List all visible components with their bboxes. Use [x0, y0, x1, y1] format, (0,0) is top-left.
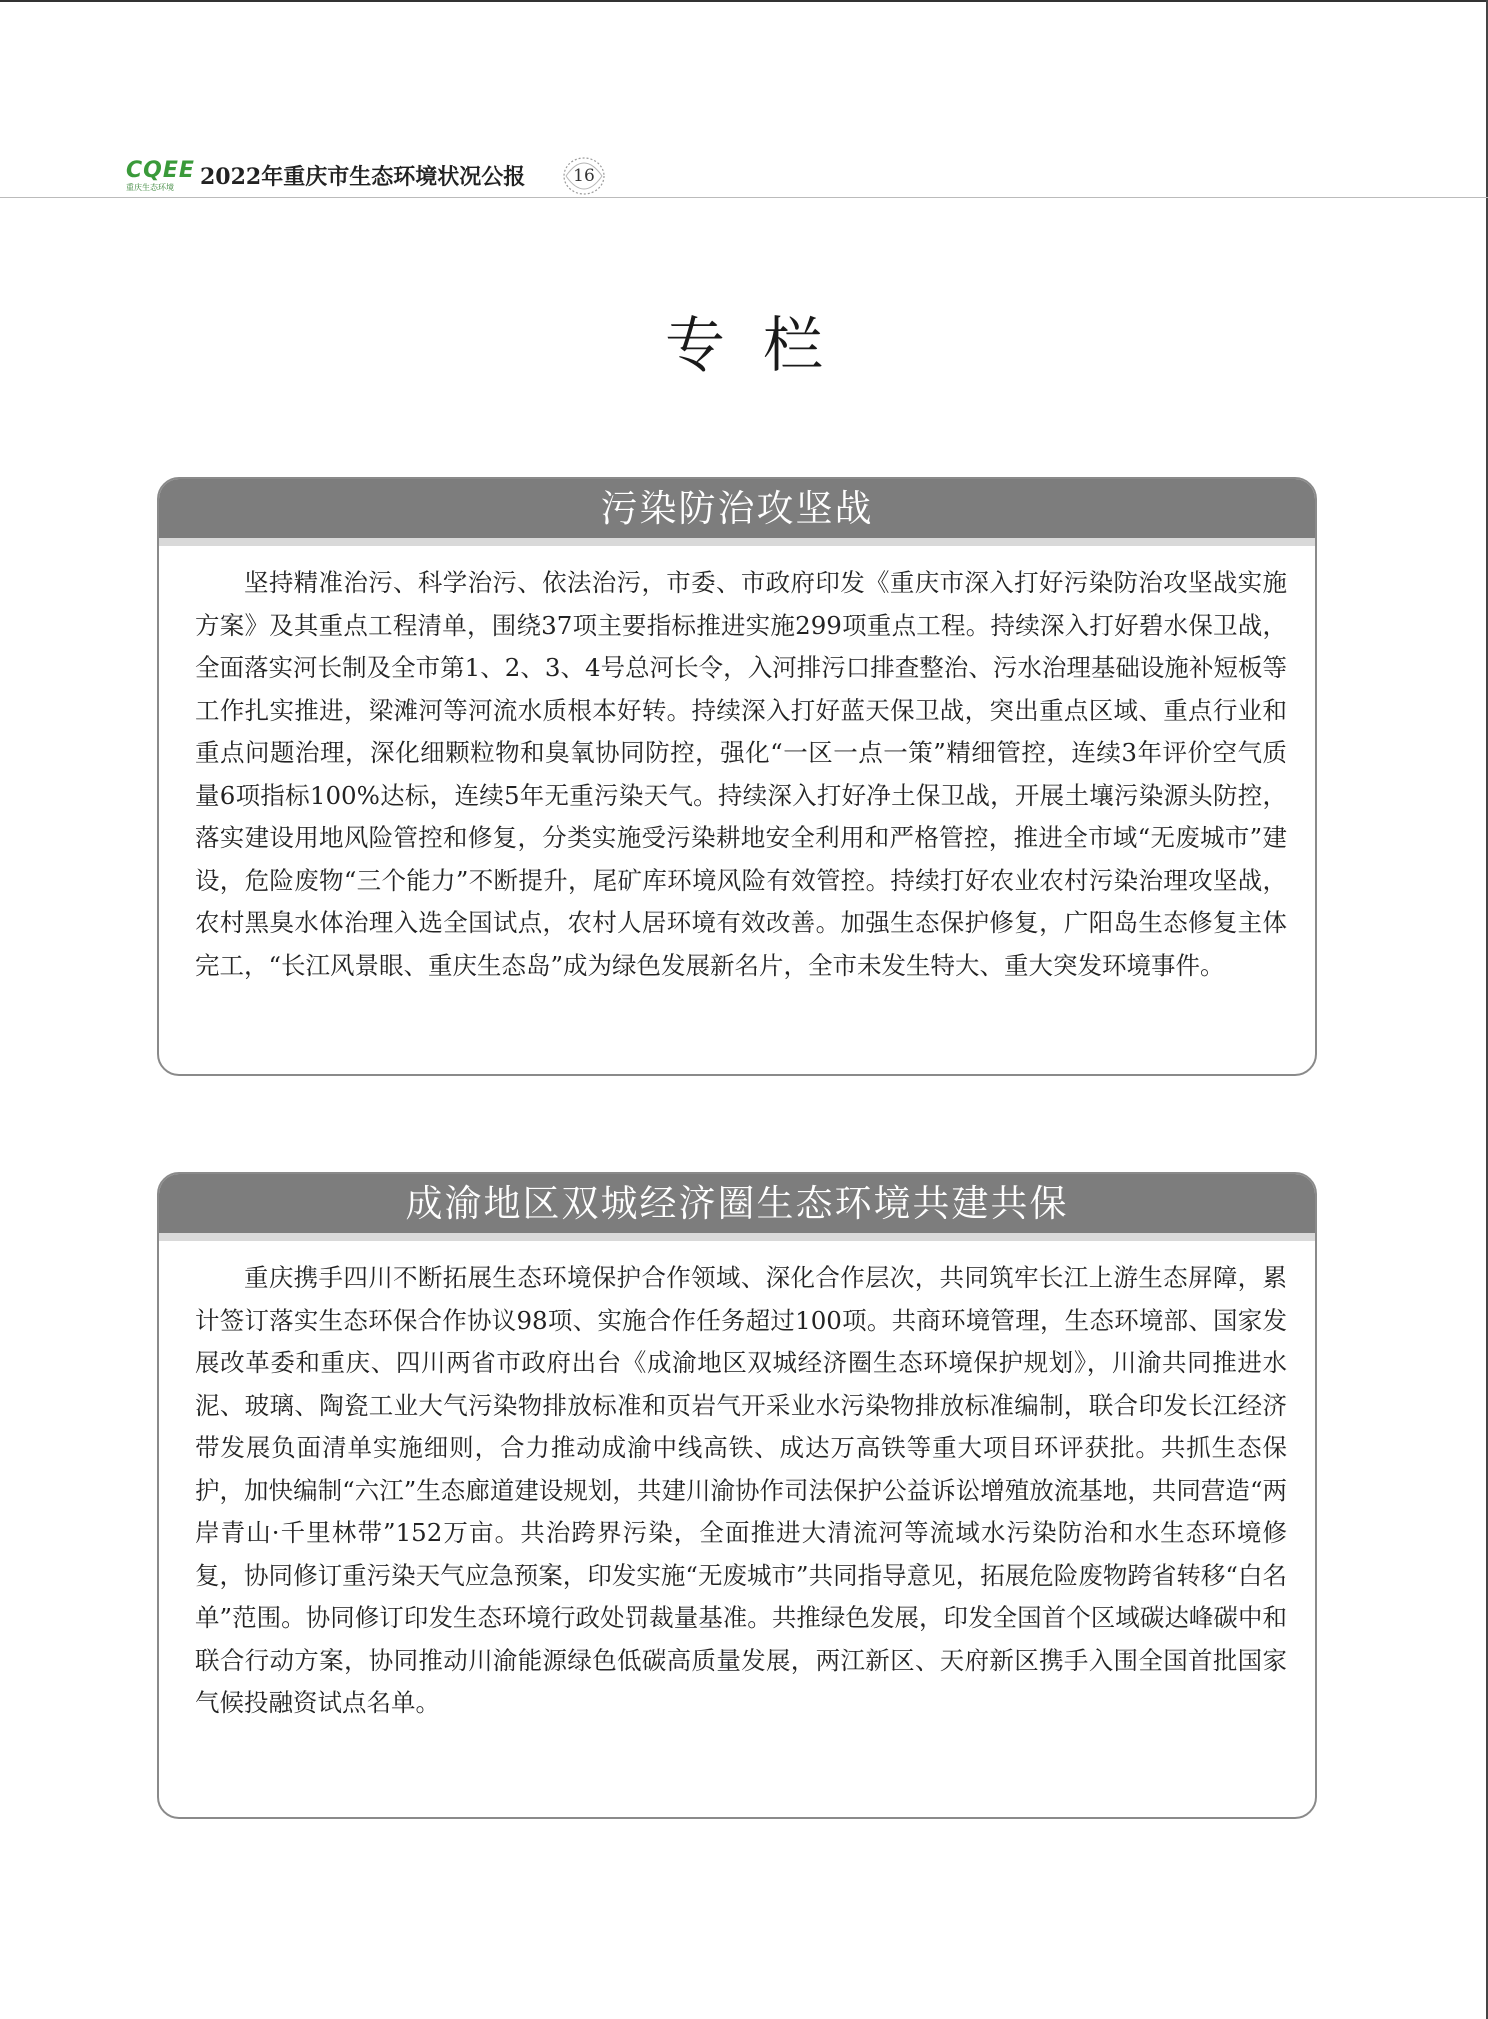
- page-number: 16: [573, 166, 595, 186]
- running-header: [0, 150, 1488, 200]
- section-body: 重庆携手四川不断拓展生态环境保护合作领域、深化合作层次，共同筑牢长江上游生态屏障，累计签订落实生态环保合作协议98项、实施合作任务超过100项。共商环境管理，生态环境部、国家发展改革委和重庆、四川两省市政府出台《成渝地区双城经济圈生态环境保护规划》，川渝共同推进水泥、玻璃、陶瓷工业大气污染物排放标准和页岩气开采业水污染物排放标准编制，联合印发长江经济带发展负面清单实施细则，合力推动成渝中线高铁、成达万高铁等重大项目环评获批。共抓生态保护，加快编制“六江”生态廊道建设规划，共建川渝协作司法保护公益诉讼增殖放流基地，共同营造“两岸青山·千里林带”152万亩。共治跨界污染，全面推进大清流河等流域水污染防治和水生态环境修复，协同修订重污染天气应急预案，印发实施“无废城市”共同指导意见，拓展危险废物跨省转移“白名单”范围。协同修订印发生态环境行政处罚裁量基准。共推绿色发展，印发全国首个区域碳达峰碳中和联合行动方案，协同推动川渝能源绿色低碳高质量发展，两江新区、天府新区携手入围全国首批国家气候投融资试点名单。: [195, 1263, 1287, 1717]
- section-heading-underbar: [159, 538, 1315, 546]
- section-box-pollution: [157, 477, 1317, 1076]
- section-heading-underbar: [159, 1233, 1315, 1241]
- page-number-badge: [558, 154, 610, 198]
- logo-mark: CQEE: [126, 158, 195, 183]
- logo-text: 重庆生态环境: [126, 183, 174, 192]
- page-top-border: [0, 0, 1488, 2]
- section-heading: 污染防治攻坚战: [159, 479, 1315, 538]
- header-rule: [0, 197, 1488, 198]
- page-title: 专栏: [665, 311, 861, 381]
- section-body: 坚持精准治污、科学治污、依法治污，市委、市政府印发《重庆市深入打好污染防治攻坚战实施方案》及其重点工程清单，围绕37项主要指标推进实施299项重点工程。持续深入打好碧水保卫战，全面落实河长制及全市第1、2、3、4号总河长令，入河排污口排查整治、污水治理基础设施补短板等工作扎实推进，梁滩河等河流水质根本好转。持续深入打好蓝天保卫战，突出重点区域、重点行业和重点问题治理，深化细颗粒物和臭氧协同防控，强化“一区一点一策”精细管控，连续3年评价空气质量6项指标100%达标，连续5年无重污染天气。持续深入打好净土保卫战，开展土壤污染源头防控，落实建设用地风险管控和修复，分类实施受污染耕地安全利用和严格管控，推进全市域“无废城市”建设，危险废物“三个能力”不断提升，尾矿库环境风险有效管控。持续打好农业农村污染治理攻坚战，农村黑臭水体治理入选全国试点，农村人居环境有效改善。加强生态保护修复，广阳岛生态修复主体完工，“长江风景眼、重庆生态岛”成为绿色发展新名片，全市未发生特大、重大突发环境事件。: [195, 568, 1287, 980]
- section-heading: 成渝地区双城经济圈生态环境共建共保: [159, 1174, 1315, 1233]
- section-box-chengyu: [157, 1172, 1317, 1819]
- report-title: 2022年重庆市生态环境状况公报: [200, 164, 526, 190]
- cqee-logo: [126, 158, 195, 196]
